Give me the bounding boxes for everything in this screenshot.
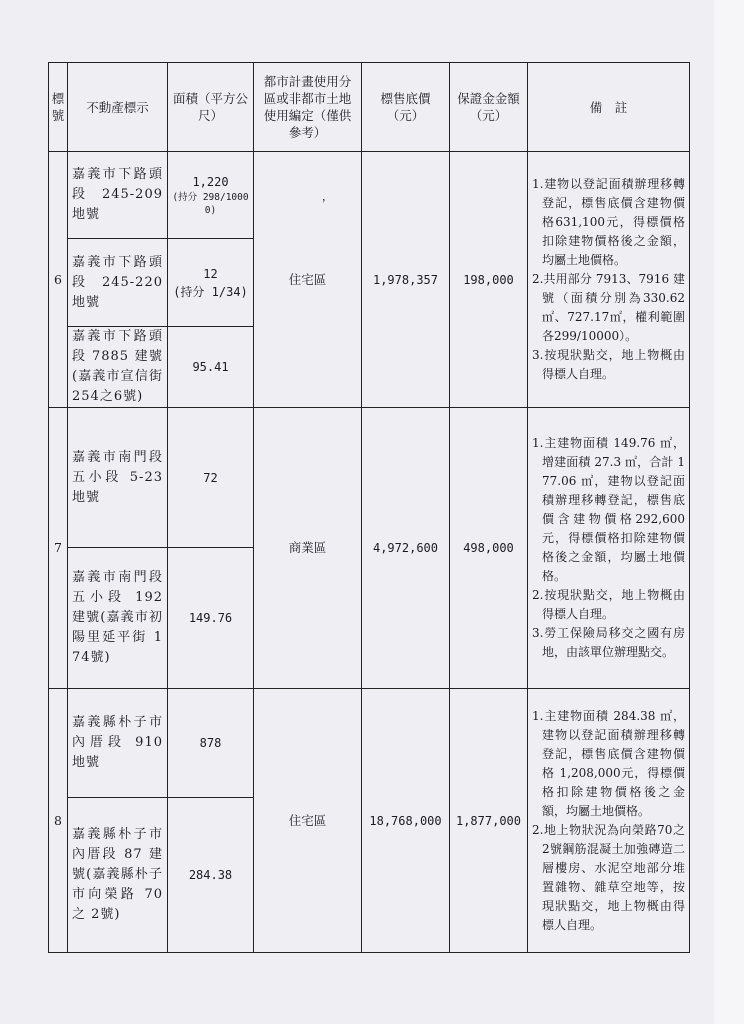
property-cell: 嘉義縣朴子市內厝段 87 建號(嘉義縣朴子市向榮路 70 之 2號) [68,798,168,953]
property-cell: 嘉義市南門段五小段 192 建號(嘉義市初陽里延平街 174號) [68,548,168,689]
remark-item: 3.勞工保險局移交之國有房地，由該單位辦理點交。 [532,626,685,659]
deposit-cell: 498,000 [450,408,528,689]
property-cell: 嘉義縣朴子市內厝段 910 地號 [68,689,168,798]
property-cell: 嘉義市下路頭段 245-209 地號 [68,152,168,239]
col-header-price: 標售底價（元） [362,63,450,152]
remarks-cell [528,408,690,689]
table-row [49,408,690,548]
remark-item: 2.地上物狀況為向榮路70之2號鋼筋混凝土加強磚造二層樓房、水泥空地部分堆置雜物、雜草空地等，按現狀點交，地上物概由得標人自理。 [532,822,685,932]
stray-mark: ， [322,190,333,203]
header-row [49,63,690,152]
area-value: 1,220 [192,175,229,189]
zoning-cell: 商業區 [254,408,362,689]
table-row [49,689,690,798]
auction-table [48,62,690,953]
remarks-cell [528,152,690,408]
col-header-area: 面積（平方公尺） [168,63,254,152]
price-cell: 4,972,600 [362,408,450,689]
area-cell: 72 [168,408,254,548]
remark-item: 2.按現狀點交，地上物概由得標人自理。 [532,588,685,621]
remark-item: 2.共用部分 7913、7916 建號（面積分別為330.62㎡、727.17㎡，權利範圍各299/10000）。 [532,272,685,343]
row-number: 7 [49,408,68,689]
row-number: 8 [49,689,68,953]
area-share: (持分 298/10000) [172,192,249,216]
zoning-cell: 住宅區 [254,152,362,408]
col-header-zoning: 都市計畫使用分區或非都市土地使用編定（僅供參考） [254,63,362,152]
table-row [49,152,690,239]
remark-item: 1.建物以登記面積辦理移轉登記，標售底價含建物價格631,100元，得標價格扣除建物價格後之金額，均屬土地價格。 [532,177,685,267]
col-header-deposit: 保證金金額（元） [450,63,528,152]
price-cell: 18,768,000 [362,689,450,953]
area-cell: 149.76 [168,548,254,689]
remarks-cell [528,689,690,953]
deposit-cell: 198,000 [450,152,528,408]
area-share: (持分 1/34) [173,284,248,299]
price-cell: 1,978,357 [362,152,450,408]
property-cell: 嘉義市下路頭段 7885 建號(嘉義市宣信街254之6號) [68,327,168,408]
area-cell [168,239,254,327]
area-value: 12 [203,266,218,281]
property-cell: 嘉義市南門段五小段 5-23 地號 [68,408,168,548]
remark-item: 1.主建物面積 284.38 ㎡，建物以登記面積辦理移轉登記，標售底價含建物價格 1,208,000元，得標價格扣除建物價格後之金額，均屬土地價格。 [532,708,685,818]
area-cell: 284.38 [168,798,254,953]
col-header-remarks: 備 註 [528,63,690,152]
area-cell [168,152,254,239]
zoning-cell: 住宅區 [254,689,362,953]
property-cell: 嘉義市下路頭段 245-220 地號 [68,239,168,327]
col-header-no: 標號 [49,63,68,152]
remark-item: 1.主建物面積 149.76 ㎡，增建面積 27.3 ㎡，合計 177.06 ㎡，建物以登記面積辦理移轉登記，標售底價含建物價格292,600元，得標價格扣除建物價格後之金額，均屬土地價格。 [532,436,685,583]
col-header-property: 不動產標示 [68,63,168,152]
deposit-cell: 1,877,000 [450,689,528,953]
area-cell: 95.41 [168,327,254,408]
page-edge [714,0,744,1024]
area-cell: 878 [168,689,254,798]
remark-item: 3.按現狀點交，地上物概由得標人自理。 [532,348,685,381]
row-number: 6 [49,152,68,408]
